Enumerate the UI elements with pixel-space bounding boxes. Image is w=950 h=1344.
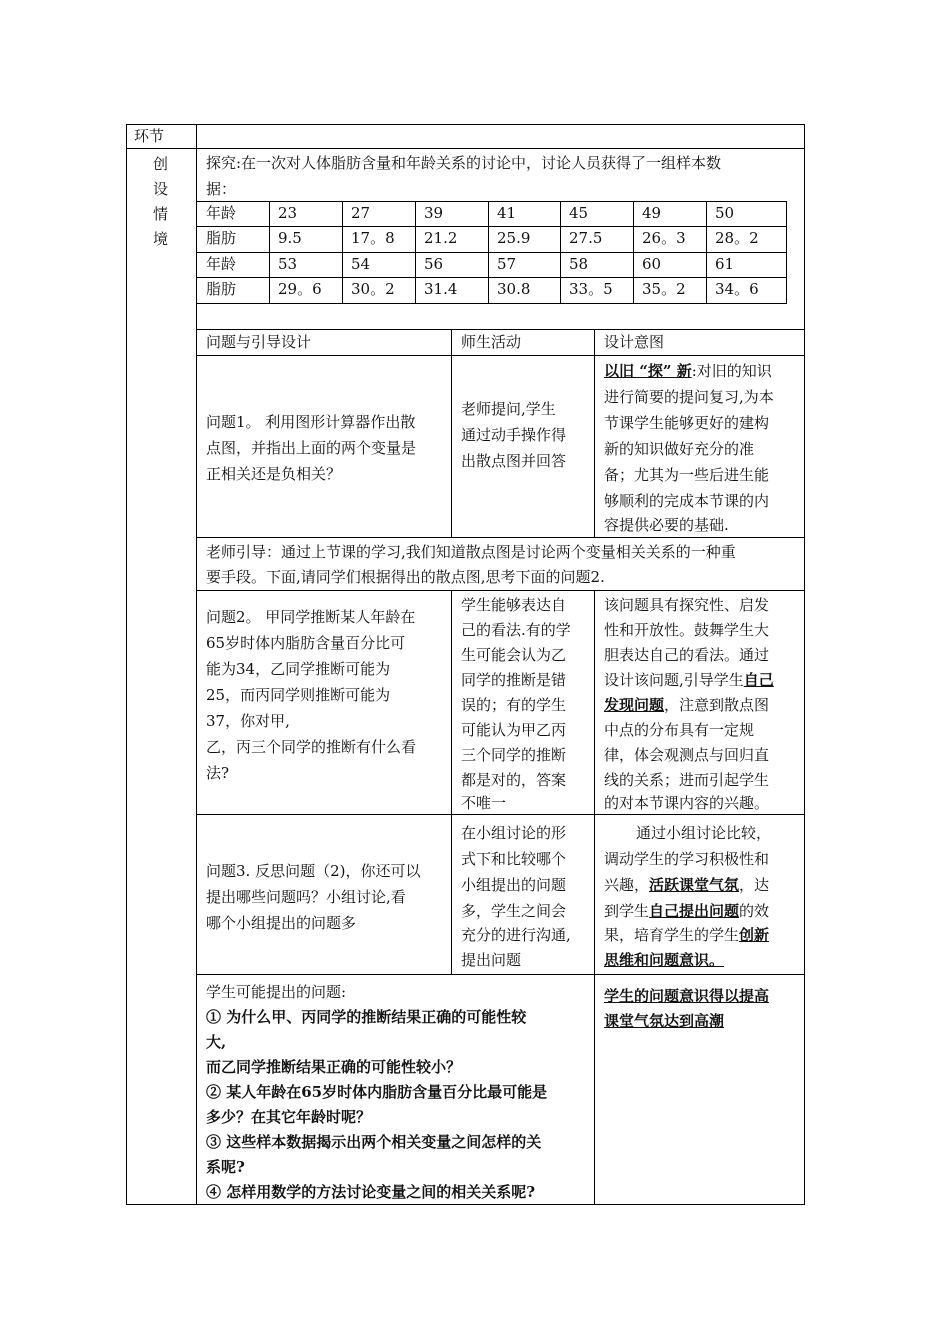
intent-highlight: 自己 (743, 671, 774, 689)
table-cell: 53 (278, 255, 298, 273)
table-cell: 54 (351, 255, 371, 273)
activity-line: 同学的推断是错 (461, 671, 567, 689)
table-row-label: 年龄 (206, 204, 237, 222)
activity-line: 式下和比较哪个 (461, 850, 567, 868)
intro-line: 据： (206, 180, 237, 198)
table-cell: 27.5 (569, 229, 603, 247)
table-cell: 33。5 (569, 280, 613, 298)
table-cell: 61 (715, 255, 735, 273)
table-cell: 58 (569, 255, 589, 273)
table-row-label: 脂肪 (206, 280, 237, 298)
question-line: 点图，并指出上面的两个变量是 (206, 439, 417, 457)
intent-line: 够顺利的完成本节课的内 (604, 492, 770, 510)
table-cell: 17。8 (351, 229, 395, 247)
table-row-label: 脂肪 (206, 229, 237, 247)
intent-line: 调动学生的学习积极性和 (604, 850, 770, 868)
intent-highlight: 创新 (739, 926, 770, 944)
intent-text: 兴趣， (604, 876, 650, 894)
table-cell: 25.9 (497, 229, 531, 247)
guide-line: 要手段。下面,请同学们根据得出的散点图,思考下面的问题2. (206, 568, 605, 586)
student-questions-title: 学生可能提出的问题: (206, 983, 347, 1001)
activity-line: 误的；有的学生 (461, 696, 567, 714)
guide-line: 老师引导：通过上节课的学习,我们知道散点图是讨论两个变量相关关系的一种重 (206, 543, 736, 561)
stage-char: 创 (153, 155, 169, 173)
question-line: 37，你对甲, (206, 712, 290, 730)
intent-text: ，达 (739, 876, 770, 894)
activity-line: 不唯一 (461, 794, 507, 812)
student-question-line: 系呢? (206, 1158, 245, 1176)
question-line: 正相关还是负相关？ (206, 465, 342, 483)
question-line: 25，而丙同学则推断可能为 (206, 686, 391, 704)
table-cell: 39 (424, 204, 444, 222)
table-cell: 23 (278, 204, 298, 222)
activity-line: 出散点图并回答 (461, 452, 567, 470)
intent-line: 节课学生能够更好的建构 (604, 414, 770, 432)
table-row-divider-header (126, 148, 805, 149)
intent-line: 性和开放性。鼓舞学生大 (604, 621, 770, 639)
student-question-line: 大, (206, 1033, 227, 1051)
stage-char: 设 (153, 180, 169, 198)
question-line: 乙，丙三个同学的推断有什么看 (206, 738, 417, 756)
stage-char: 境 (153, 230, 169, 248)
activity-line: 己的看法.有的学 (461, 621, 571, 639)
intent-line: 胆表达自己的看法。通过 (604, 646, 770, 664)
intro-line: 探究:在一次对人体脂肪含量和年龄关系的讨论中，讨论人员获得了一组样本数 (206, 154, 722, 172)
intent-line: 该问题具有探究性、启发 (604, 596, 770, 614)
column-header-questions: 问题与引导设计 (206, 333, 312, 351)
table-cell: 26。3 (642, 229, 686, 247)
question-line: 法? (206, 764, 230, 782)
table-cell: 30.8 (497, 280, 531, 298)
activity-line: 通过动手操作得 (461, 426, 567, 444)
question-line: 65岁时体内脂肪含量百分比可 (206, 634, 406, 652)
table-column-divider (196, 124, 197, 1205)
question-line: 问题3. 反思问题（2)，你还可以 (206, 862, 421, 880)
table-cell: 60 (642, 255, 662, 273)
intent-text: 的效 (739, 902, 770, 920)
intent-highlight: 以旧 “探” 新 (604, 362, 692, 380)
intent-text: 设计该问题,引导学生 (604, 671, 744, 689)
table-cell: 56 (424, 255, 444, 273)
question-line: 能为34，乙同学推断可能为 (206, 660, 391, 678)
student-question-line: ② 某人年龄在65岁时体内脂肪含量百分比最可能是 (206, 1083, 548, 1101)
table-cell: 35。2 (642, 280, 686, 298)
activity-line: 三个同学的推断 (461, 746, 567, 764)
table-cell: 50 (715, 204, 735, 222)
intent-highlight: 学生的问题意识得以提高 (604, 987, 770, 1005)
table-border-top (126, 124, 805, 125)
activity-line: 老师提问,学生 (461, 400, 556, 418)
table-cell: 30。2 (351, 280, 395, 298)
activity-line: 学生能够表达自 (461, 596, 567, 614)
intent-line: 的对本节课内容的兴趣。 (604, 794, 770, 812)
table-cell: 29。6 (278, 280, 322, 298)
intent-text: 到学生 (604, 902, 650, 920)
student-question-line: ③ 这些样本数据揭示出两个相关变量之间怎样的关 (206, 1133, 542, 1151)
table-cell: 27 (351, 204, 371, 222)
column-header-intent: 设计意图 (604, 333, 665, 351)
intent-highlight: 自己提出问题 (649, 902, 740, 920)
intent-line: 律，体会观测点与回归直 (604, 746, 770, 764)
intent-highlight: 思维和问题意识。 (604, 951, 725, 969)
activity-line: 小组提出的问题 (461, 876, 567, 894)
intent-text: :对旧的知识 (691, 362, 772, 380)
intent-highlight: 课堂气氛达到高潮 (604, 1012, 725, 1030)
column-header-activity: 师生活动 (461, 333, 522, 351)
intent-line: 通过小组讨论比较， (636, 824, 772, 842)
intent-line: 备；尤其为一些后进生能 (604, 466, 770, 484)
activity-line: 可能认为甲乙丙 (461, 721, 567, 739)
student-question-line: 而乙同学推断结果正确的可能性较小？ (206, 1058, 462, 1076)
table-cell: 49 (642, 204, 662, 222)
intent-line: 容提供必要的基础. (604, 516, 729, 534)
question-line: 哪个小组提出的问题多 (206, 914, 357, 932)
intent-highlight: 发现问题 (604, 696, 665, 714)
table-cell: 28。2 (715, 229, 759, 247)
intent-line: 进行简要的提问复习,为本 (604, 388, 774, 406)
question-line: 问题2。 甲同学推断某人年龄在 (206, 608, 416, 626)
intent-text: 果，培育学生的学生 (604, 926, 740, 944)
table-cell: 21.2 (424, 229, 458, 247)
table-border-left (126, 124, 127, 1205)
table-cell: 45 (569, 204, 589, 222)
table-row-label: 年龄 (206, 255, 237, 273)
table-cell: 41 (497, 204, 517, 222)
section-label: 环节 (134, 127, 165, 145)
table-cell: 31.4 (424, 280, 458, 298)
table-cell: 34。6 (715, 280, 759, 298)
table-cell: 57 (497, 255, 517, 273)
table-border-right (804, 124, 805, 1205)
activity-line: 都是对的，答案 (461, 771, 567, 789)
student-question-line: ④ 怎样用数学的方法讨论变量之间的相关关系呢? (206, 1183, 536, 1201)
activity-line: 在小组讨论的形 (461, 824, 567, 842)
intent-text: ，注意到散点图 (664, 696, 770, 714)
student-question-line: ① 为什么甲、丙同学的推断结果正确的可能性较 (206, 1008, 527, 1026)
activity-line: 充分的进行沟通, (461, 926, 571, 944)
intent-line: 中点的分布具有一定规 (604, 721, 755, 739)
activity-line: 提出问题 (461, 951, 522, 969)
intent-highlight: 活跃课堂气氛 (649, 876, 740, 894)
activity-line: 多，学生之间会 (461, 902, 567, 920)
intent-line: 线的关系；进而引起学生 (604, 771, 770, 789)
student-question-line: 多少？在其它年龄时呢？ (206, 1108, 372, 1126)
intent-line: 新的知识做好充分的准 (604, 440, 755, 458)
stage-char: 情 (153, 205, 169, 223)
question-line: 提出哪些问题吗？小组讨论,看 (206, 888, 406, 906)
activity-line: 生可能会认为乙 (461, 646, 567, 664)
table-cell: 9.5 (278, 229, 302, 247)
question-line: 问题1。 利用图形计算器作出散 (206, 413, 416, 431)
